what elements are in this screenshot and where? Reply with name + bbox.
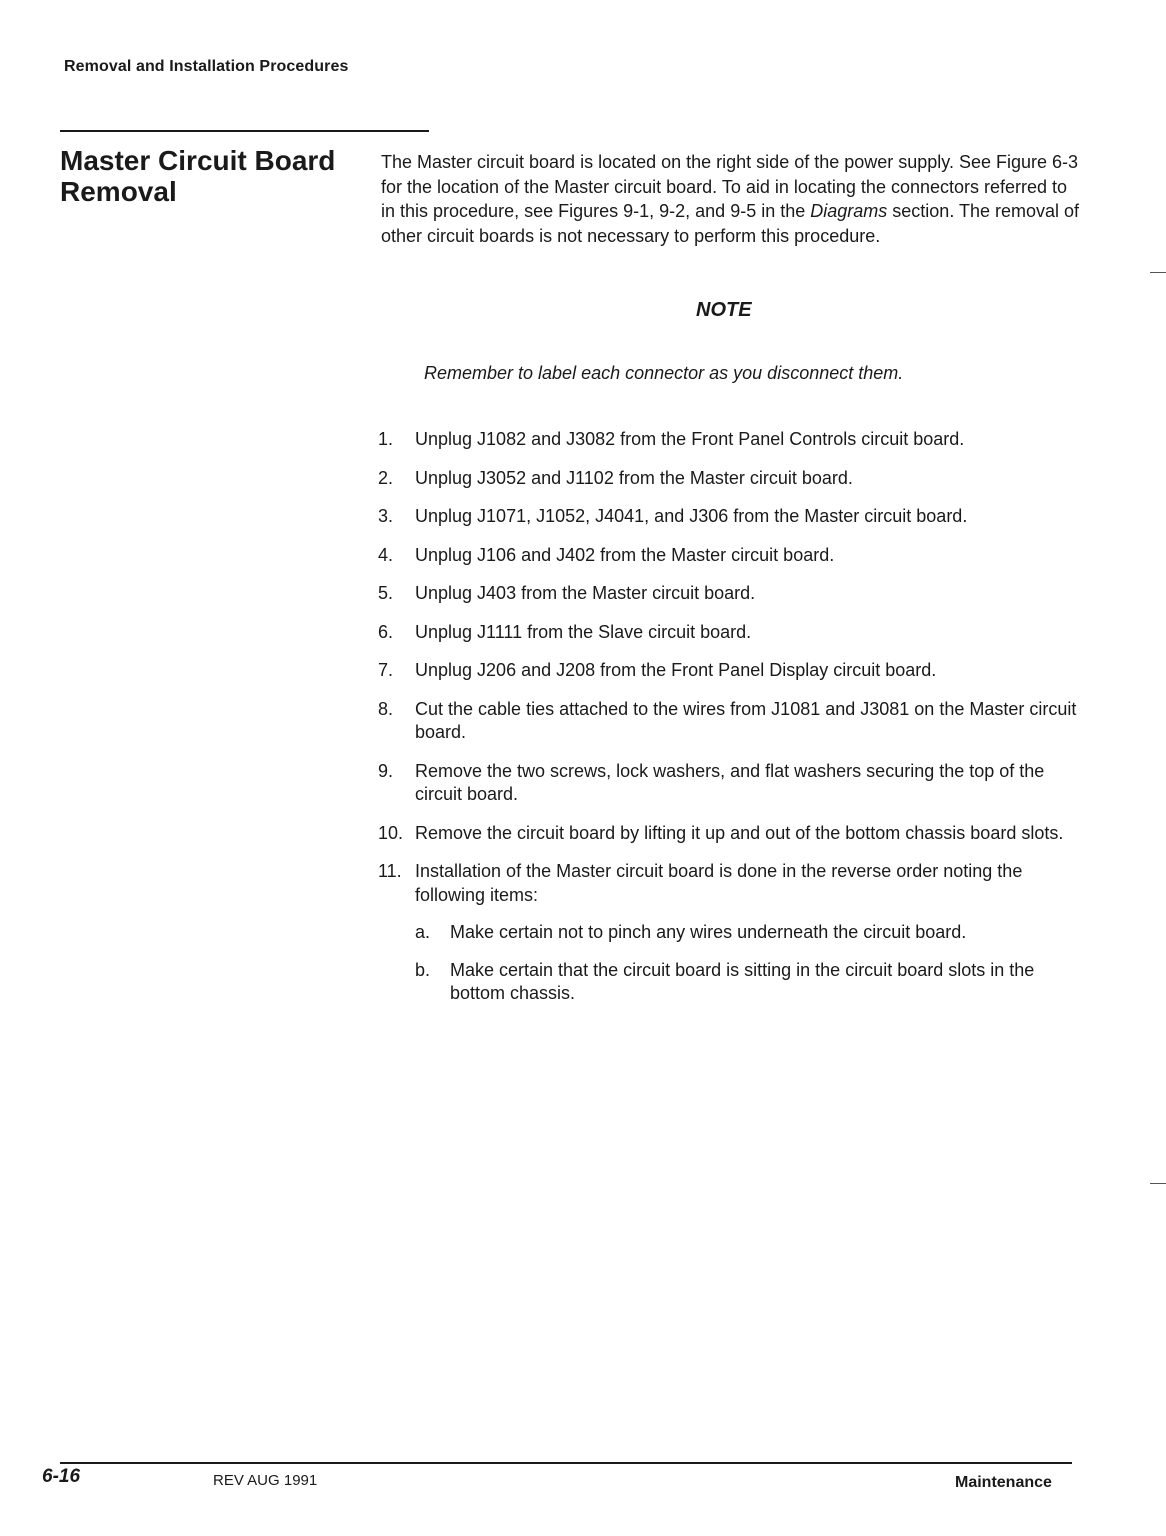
step-body <box>415 860 1078 1020</box>
footer-section-name: Maintenance <box>955 1474 1052 1491</box>
step-7 <box>378 659 1078 683</box>
step-number: 1. <box>378 429 394 449</box>
substep-letter: a. <box>415 922 431 942</box>
step-text: Installation of the Master circuit board is done in the reverse order noting the following items: <box>415 861 1023 905</box>
section-title-line-1: Master Circuit Board <box>60 145 336 176</box>
step-2 <box>378 467 1078 491</box>
intro-paragraph <box>381 150 1081 248</box>
step-10 <box>378 822 1078 846</box>
step-number: 4. <box>378 544 394 565</box>
step-number: 5. <box>378 583 394 603</box>
step-number: 7. <box>378 660 394 680</box>
section-title <box>60 145 360 207</box>
step-text: Unplug J403 from the Master circuit board. <box>415 583 756 603</box>
note-heading: NOTE <box>696 299 752 321</box>
step-number: 10. <box>378 822 404 843</box>
substep-a <box>415 921 1078 945</box>
running-header: Removal and Installation Procedures <box>64 58 349 75</box>
step-text: Unplug J3052 and J1102 from the Master circuit board. <box>415 467 853 488</box>
footer-divider <box>60 1462 1072 1464</box>
step-1 <box>378 428 1078 452</box>
section-divider <box>60 130 429 132</box>
revision-date: REV AUG 1991 <box>213 1472 318 1489</box>
step-number: 9. <box>378 760 394 781</box>
substep-letter: b. <box>415 959 431 980</box>
intro-text-start: The Master circuit board is located on the right side of the power supply. See Figure 6-3 for the location of the Master circuit board. To aid in locating the connectors referred to in this procedure, see Figures 9-1, 9-2, and 9-5 in the <box>381 152 1079 221</box>
page-number: 6-16 <box>42 1466 81 1487</box>
step-number: 2. <box>378 467 394 488</box>
scan-edge-mark <box>1150 1183 1166 1184</box>
step-text: Unplug J1111 from the Slave circuit board. <box>415 621 752 642</box>
step-8 <box>378 698 1078 745</box>
diagrams-reference: Diagrams <box>810 201 888 221</box>
substep-b <box>415 959 1078 1006</box>
note-text: Remember to label each connector as you disconnect them. <box>424 363 904 383</box>
step-text: Unplug J206 and J208 from the Front Panel Display circuit board. <box>415 660 937 680</box>
substep-text: Make certain that the circuit board is sitting in the circuit board slots in the bottom chassis. <box>450 959 1035 1003</box>
step-3 <box>378 505 1078 529</box>
step-5 <box>378 582 1078 606</box>
procedure-steps <box>378 428 1078 1035</box>
step-number: 3. <box>378 506 394 526</box>
step-4 <box>378 544 1078 568</box>
step-9 <box>378 760 1078 807</box>
step-text: Remove the two screws, lock washers, and flat washers securing the top of the circuit board. <box>415 760 1045 804</box>
installation-notes <box>415 921 1078 1006</box>
scan-edge-mark <box>1150 272 1166 273</box>
substep-text: Make certain not to pinch any wires underneath the circuit board. <box>450 922 967 942</box>
step-text: Unplug J1082 and J3082 from the Front Panel Controls circuit board. <box>415 429 965 449</box>
step-11 <box>378 860 1078 1020</box>
step-text: Unplug J1071, J1052, J4041, and J306 from the Master circuit board. <box>415 506 968 526</box>
step-text: Remove the circuit board by lifting it up and out of the bottom chassis board slots. <box>415 822 1064 843</box>
step-number: 8. <box>378 698 394 719</box>
section-title-line-2: Removal <box>60 176 177 207</box>
step-number: 11. <box>378 861 402 881</box>
intro-text-end: section. The removal of other circuit boards is not necessary to perform this procedure. <box>381 201 1080 246</box>
step-text: Unplug J106 and J402 from the Master circuit board. <box>415 544 835 565</box>
step-number: 6. <box>378 621 394 642</box>
step-text: Cut the cable ties attached to the wires from J1081 and J3081 on the Master circuit board. <box>415 698 1077 742</box>
step-6 <box>378 621 1078 645</box>
